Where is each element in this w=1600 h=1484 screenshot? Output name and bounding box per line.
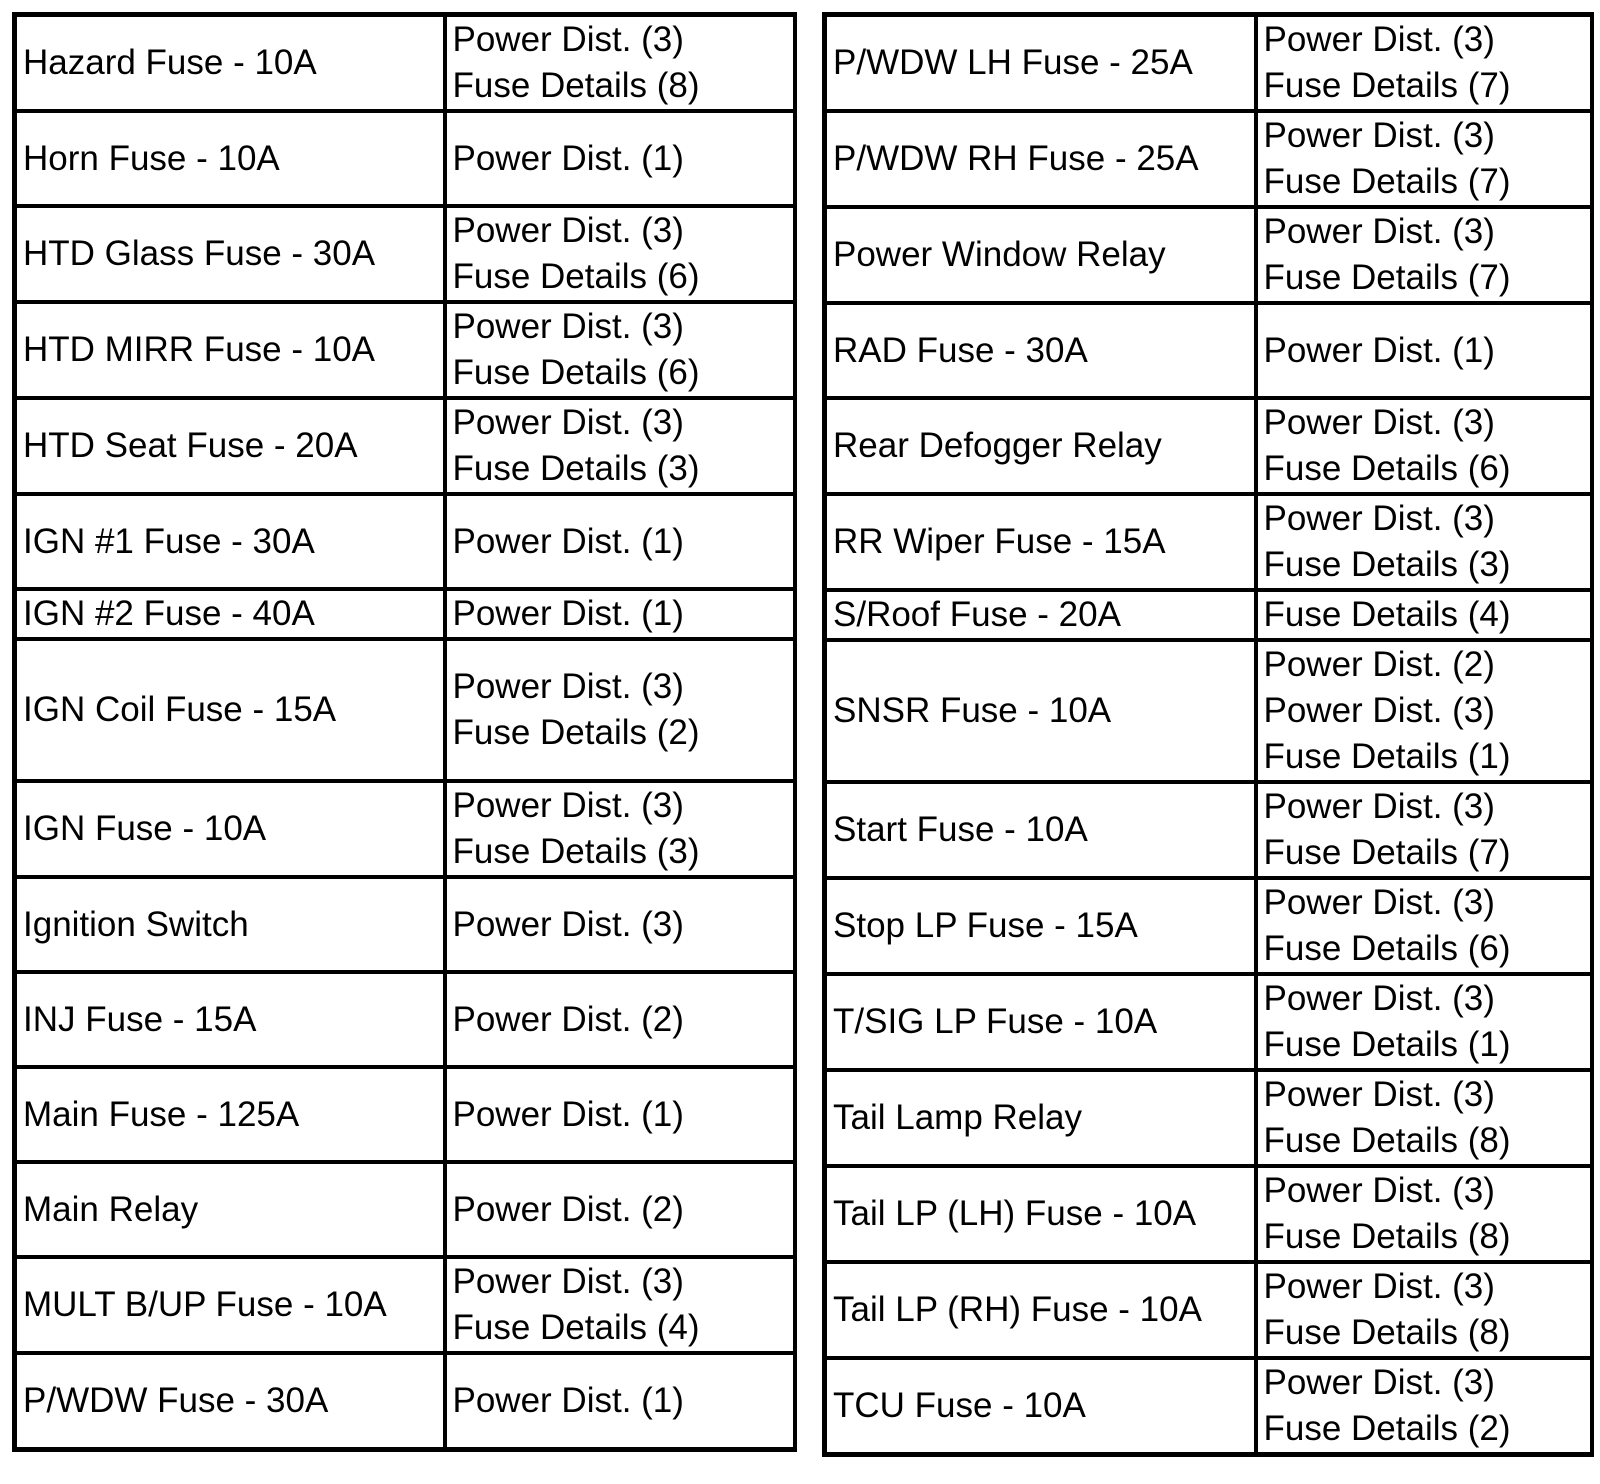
component-cell [15,639,445,781]
reference-cell [1256,111,1592,207]
component-name: HTD Glass Fuse - 30A [23,234,376,273]
reference-entry: Power Dist. (3) [1263,787,1495,826]
reference-entry: Power Dist. (1) [1263,330,1495,370]
table-row [15,1067,795,1162]
component-name: P/WDW Fuse - 30A [23,1380,329,1420]
reference-cell [1256,974,1592,1070]
table-row [825,590,1592,640]
component-cell [825,974,1256,1070]
reference-entry: Fuse Details (6) [452,257,700,296]
component-name: IGN Fuse - 10A [23,809,267,848]
reference-cell [445,589,795,639]
component-cell [15,302,445,398]
reference-cell [1256,640,1592,782]
component-name: RAD Fuse - 30A [833,330,1088,370]
table-row [825,782,1592,878]
table-row [15,589,795,639]
reference-entry: Power Dist. (3) [1263,1363,1495,1402]
reference-entry: Power Dist. (2) [452,999,684,1039]
reference-entry: Power Dist. (3) [1263,403,1495,442]
component-name: Start Fuse - 10A [833,810,1088,849]
reference-cell [445,494,795,589]
reference-cell [1256,303,1592,398]
component-name: Tail Lamp Relay [833,1098,1082,1137]
reference-entry: Power Dist. (3) [1263,691,1495,730]
reference-entry: Fuse Details (6) [1263,929,1511,968]
table-row [15,494,795,589]
reference-cell [1256,1166,1592,1262]
reference-entry: Power Dist. (1) [452,1094,684,1134]
reference-entry: Fuse Details (6) [452,353,700,392]
reference-entry: Fuse Details (2) [452,713,700,752]
component-name: MULT B/UP Fuse - 10A [23,1285,387,1324]
component-name: INJ Fuse - 15A [23,999,257,1039]
reference-entry: Fuse Details (8) [1263,1313,1511,1352]
component-cell [825,303,1256,398]
table-row [825,15,1592,112]
left-index-table [12,12,797,1452]
component-name: P/WDW RH Fuse - 25A [833,139,1199,178]
reference-cell [445,1353,795,1449]
table-row [15,1162,795,1257]
reference-cell [445,111,795,206]
component-name: SNSR Fuse - 10A [833,691,1112,730]
reference-entry: Power Dist. (1) [452,521,684,561]
component-name: Stop LP Fuse - 15A [833,906,1138,945]
component-cell [825,494,1256,590]
reference-cell [1256,590,1592,640]
component-name: Main Fuse - 125A [23,1094,300,1134]
reference-entry: Power Dist. (3) [1263,499,1495,538]
component-cell [825,878,1256,974]
left-index-body [15,15,795,1450]
component-cell [825,111,1256,207]
reference-entry: Fuse Details (3) [452,832,700,871]
component-cell [825,640,1256,782]
table-row [15,1353,795,1449]
component-name: Hazard Fuse - 10A [23,43,317,82]
reference-entry: Fuse Details (2) [1263,1409,1511,1448]
table-row [825,878,1592,974]
component-name: Main Relay [23,1189,199,1229]
reference-entry: Power Dist. (3) [1263,1171,1495,1210]
reference-cell [445,639,795,781]
reference-cell [445,877,795,972]
reference-entry: Power Dist. (3) [1263,116,1495,155]
table-row [15,15,795,112]
reference-cell [445,206,795,302]
reference-entry: Fuse Details (8) [1263,1121,1511,1160]
table-row [825,1262,1592,1358]
table-row [825,303,1592,398]
component-cell [15,111,445,206]
component-cell [15,972,445,1067]
component-name: IGN Coil Fuse - 15A [23,690,337,729]
component-cell [825,207,1256,303]
reference-entry: Power Dist. (3) [452,211,684,250]
component-cell [15,877,445,972]
table-row [825,1166,1592,1262]
component-name: Horn Fuse - 10A [23,138,280,178]
reference-entry: Fuse Details (7) [1263,833,1511,872]
component-cell [825,15,1256,112]
reference-entry: Power Dist. (1) [452,138,684,178]
reference-entry: Power Dist. (1) [452,594,684,633]
component-cell [15,1353,445,1449]
reference-entry: Power Dist. (3) [1263,883,1495,922]
reference-entry: Power Dist. (3) [452,1262,684,1301]
reference-cell [445,1067,795,1162]
table-row [15,639,795,781]
reference-cell [1256,494,1592,590]
component-cell [825,398,1256,494]
table-row [15,877,795,972]
reference-cell [445,1162,795,1257]
reference-entry: Power Dist. (1) [452,1380,684,1420]
table-row [15,1257,795,1353]
reference-entry: Fuse Details (1) [1263,1025,1511,1064]
reference-entry: Fuse Details (8) [452,66,700,105]
reference-entry: Power Dist. (2) [1263,645,1495,684]
component-name: RR Wiper Fuse - 15A [833,522,1166,561]
table-row [15,972,795,1067]
table-row [825,207,1592,303]
reference-entry: Fuse Details (3) [452,449,700,488]
component-name: Ignition Switch [23,904,249,944]
reference-entry: Fuse Details (7) [1263,66,1511,105]
table-row [15,302,795,398]
reference-entry: Power Dist. (3) [452,403,684,442]
component-name: HTD Seat Fuse - 20A [23,426,358,465]
reference-entry: Fuse Details (8) [1263,1217,1511,1256]
reference-entry: Fuse Details (6) [1263,449,1511,488]
table-row [825,1070,1592,1166]
component-cell [15,589,445,639]
component-cell [15,15,445,112]
reference-cell [445,972,795,1067]
table-row [825,398,1592,494]
component-cell [825,1166,1256,1262]
component-name: TCU Fuse - 10A [833,1386,1086,1425]
reference-cell [1256,782,1592,878]
component-name: IGN #1 Fuse - 30A [23,521,315,561]
table-row [15,781,795,877]
component-name: P/WDW LH Fuse - 25A [833,43,1193,82]
reference-cell [445,398,795,494]
table-row [15,398,795,494]
table-row [15,111,795,206]
component-cell [825,782,1256,878]
component-name: Tail LP (RH) Fuse - 10A [833,1290,1202,1329]
component-cell [15,206,445,302]
component-name: T/SIG LP Fuse - 10A [833,1002,1158,1041]
table-row [825,640,1592,782]
reference-cell [1256,1070,1592,1166]
reference-cell [445,781,795,877]
component-cell [15,398,445,494]
component-name: Tail LP (LH) Fuse - 10A [833,1194,1197,1233]
table-row [825,494,1592,590]
reference-entry: Power Dist. (3) [452,307,684,346]
component-cell [825,1070,1256,1166]
right-index-table [822,12,1594,1457]
reference-cell [1256,1358,1592,1455]
reference-entry: Power Dist. (3) [1263,979,1495,1018]
right-index-body [825,15,1592,1455]
component-name: Power Window Relay [833,235,1166,274]
reference-cell [445,1257,795,1353]
reference-entry: Fuse Details (4) [452,1308,700,1347]
reference-entry: Fuse Details (4) [1263,595,1511,634]
table-row [825,974,1592,1070]
reference-entry: Fuse Details (7) [1263,258,1511,297]
reference-entry: Power Dist. (2) [452,1189,684,1229]
reference-entry: Power Dist. (3) [1263,212,1495,251]
reference-entry: Power Dist. (3) [452,20,684,59]
component-cell [15,1067,445,1162]
reference-entry: Fuse Details (7) [1263,162,1511,201]
reference-entry: Power Dist. (3) [452,667,684,706]
reference-entry: Power Dist. (3) [1263,1267,1495,1306]
component-cell [15,1162,445,1257]
reference-entry: Power Dist. (3) [1263,1075,1495,1114]
component-name: HTD MIRR Fuse - 10A [23,330,375,369]
component-name: S/Roof Fuse - 20A [833,595,1121,634]
reference-entry: Power Dist. (3) [452,904,684,944]
component-cell [15,1257,445,1353]
reference-entry: Power Dist. (3) [1263,20,1495,59]
table-row [825,1358,1592,1455]
reference-cell [1256,1262,1592,1358]
component-cell [825,590,1256,640]
table-row [15,206,795,302]
reference-cell [1256,207,1592,303]
component-cell [825,1358,1256,1455]
component-cell [825,1262,1256,1358]
reference-cell [1256,15,1592,112]
reference-entry: Power Dist. (3) [452,786,684,825]
table-row [825,111,1592,207]
reference-entry: Fuse Details (3) [1263,545,1511,584]
component-name: IGN #2 Fuse - 40A [23,594,315,633]
reference-cell [1256,878,1592,974]
reference-cell [445,302,795,398]
component-cell [15,494,445,589]
reference-cell [445,15,795,112]
reference-entry: Fuse Details (1) [1263,737,1511,776]
reference-cell [1256,398,1592,494]
component-name: Rear Defogger Relay [833,426,1162,465]
component-cell [15,781,445,877]
